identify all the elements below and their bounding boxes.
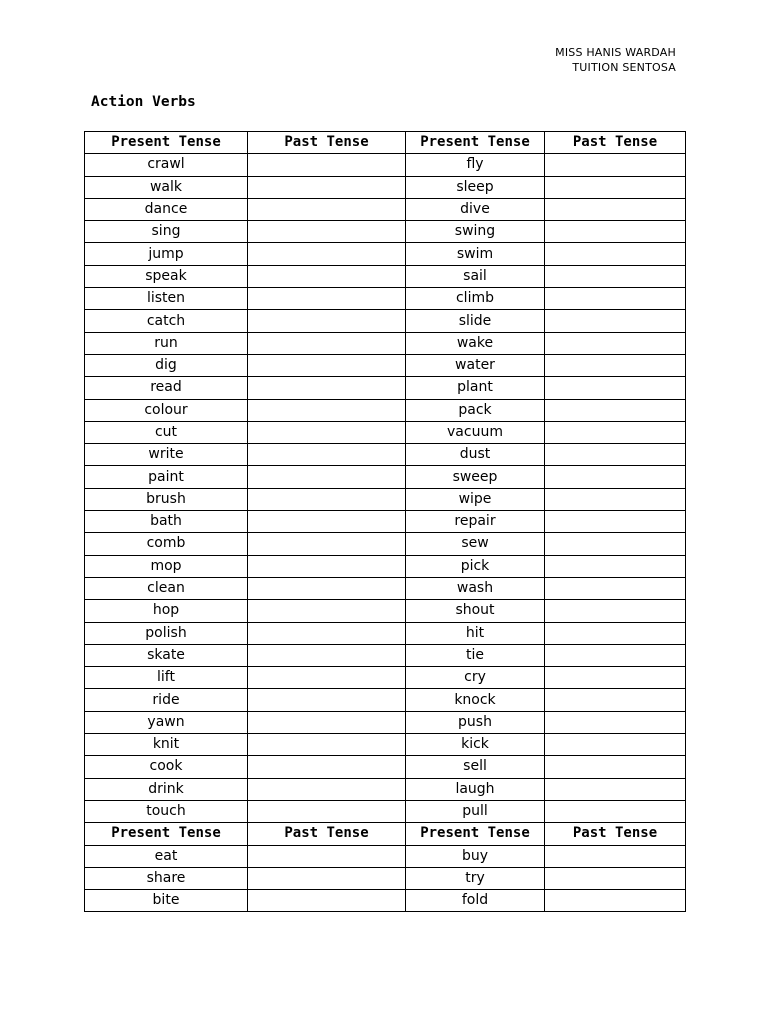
present-right-cell: dive (406, 198, 545, 220)
past-right-cell[interactable] (545, 466, 686, 488)
present-left-cell: cut (85, 421, 248, 443)
past-left-cell[interactable] (248, 198, 406, 220)
present-right-cell: wipe (406, 488, 545, 510)
past-left-cell[interactable] (248, 176, 406, 198)
past-left-cell[interactable] (248, 310, 406, 332)
past-right-cell[interactable] (545, 800, 686, 822)
table-row (85, 800, 686, 822)
present-right-cell: pick (406, 555, 545, 577)
present-left-cell: listen (85, 288, 248, 310)
past-right-cell[interactable] (545, 265, 686, 287)
past-left-cell[interactable] (248, 399, 406, 421)
present-right-cell: fold (406, 890, 545, 912)
present-right-cell: buy (406, 845, 545, 867)
past-right-cell[interactable] (545, 867, 686, 889)
past-right-cell[interactable] (545, 444, 686, 466)
table-row (85, 890, 686, 912)
table-row (85, 265, 686, 287)
past-right-cell[interactable] (545, 890, 686, 912)
past-right-cell[interactable] (545, 421, 686, 443)
present-left-cell: comb (85, 533, 248, 555)
present-right-cell: dust (406, 444, 545, 466)
table-row (85, 689, 686, 711)
present-left-cell: write (85, 444, 248, 466)
present-left-cell: paint (85, 466, 248, 488)
table-row (85, 533, 686, 555)
present-right-cell: kick (406, 734, 545, 756)
present-left-cell: mop (85, 555, 248, 577)
table-row (85, 154, 686, 176)
past-right-cell[interactable] (545, 354, 686, 376)
present-right-cell: knock (406, 689, 545, 711)
present-right-cell: cry (406, 667, 545, 689)
past-left-cell[interactable] (248, 689, 406, 711)
past-left-cell[interactable] (248, 778, 406, 800)
past-right-cell[interactable] (545, 332, 686, 354)
present-left-cell: bath (85, 511, 248, 533)
present-left-cell: walk (85, 176, 248, 198)
present-right-cell: repair (406, 511, 545, 533)
past-right-cell[interactable] (545, 221, 686, 243)
present-left-cell: speak (85, 265, 248, 287)
past-left-cell[interactable] (248, 622, 406, 644)
present-left-cell: sing (85, 221, 248, 243)
past-right-cell[interactable] (545, 622, 686, 644)
past-right-cell[interactable] (545, 511, 686, 533)
table-row (85, 644, 686, 666)
table-row (85, 221, 686, 243)
past-right-cell[interactable] (545, 644, 686, 666)
past-left-cell[interactable] (248, 711, 406, 733)
present-right-cell: sew (406, 533, 545, 555)
past-right-cell[interactable] (545, 288, 686, 310)
table-row (85, 488, 686, 510)
table-row (85, 444, 686, 466)
past-right-cell[interactable] (545, 689, 686, 711)
present-right-cell: push (406, 711, 545, 733)
present-left-cell: crawl (85, 154, 248, 176)
table-row (85, 332, 686, 354)
verbs-table (84, 131, 686, 912)
past-right-cell[interactable] (545, 667, 686, 689)
present-right-cell: shout (406, 600, 545, 622)
past-left-cell[interactable] (248, 644, 406, 666)
table-row (85, 399, 686, 421)
past-right-cell[interactable] (545, 600, 686, 622)
present-left-cell: polish (85, 622, 248, 644)
table-row (85, 466, 686, 488)
past-tense-header-right: Past Tense (545, 823, 686, 845)
present-left-cell: hop (85, 600, 248, 622)
present-left-cell: brush (85, 488, 248, 510)
past-left-cell[interactable] (248, 421, 406, 443)
table-row (85, 421, 686, 443)
past-left-cell[interactable] (248, 221, 406, 243)
past-right-cell[interactable] (545, 310, 686, 332)
past-right-cell[interactable] (545, 577, 686, 599)
past-right-cell[interactable] (545, 756, 686, 778)
present-left-cell: dance (85, 198, 248, 220)
present-left-cell: cook (85, 756, 248, 778)
past-left-cell[interactable] (248, 845, 406, 867)
present-tense-header-left: Present Tense (85, 823, 248, 845)
past-left-cell[interactable] (248, 600, 406, 622)
present-left-cell: clean (85, 577, 248, 599)
table-row (85, 845, 686, 867)
header-block (555, 45, 676, 75)
present-right-cell: sleep (406, 176, 545, 198)
past-right-cell[interactable] (545, 845, 686, 867)
past-right-cell[interactable] (545, 533, 686, 555)
present-tense-header-right: Present Tense (406, 132, 545, 154)
present-tense-header-right: Present Tense (406, 823, 545, 845)
table-row (85, 577, 686, 599)
present-left-cell: ride (85, 689, 248, 711)
past-right-cell[interactable] (545, 488, 686, 510)
present-left-cell: dig (85, 354, 248, 376)
present-left-cell: catch (85, 310, 248, 332)
table-row (85, 377, 686, 399)
present-right-cell: pull (406, 800, 545, 822)
past-left-cell[interactable] (248, 890, 406, 912)
present-left-cell: drink (85, 778, 248, 800)
past-left-cell[interactable] (248, 377, 406, 399)
present-right-cell: sail (406, 265, 545, 287)
present-right-cell: tie (406, 644, 545, 666)
table-row (85, 555, 686, 577)
present-right-cell: hit (406, 622, 545, 644)
present-right-cell: wash (406, 577, 545, 599)
present-left-cell: lift (85, 667, 248, 689)
past-left-cell[interactable] (248, 555, 406, 577)
past-right-cell[interactable] (545, 198, 686, 220)
past-right-cell[interactable] (545, 377, 686, 399)
present-right-cell: plant (406, 377, 545, 399)
present-left-cell: yawn (85, 711, 248, 733)
table-row (85, 734, 686, 756)
present-left-cell: touch (85, 800, 248, 822)
table-row (85, 756, 686, 778)
past-left-cell[interactable] (248, 756, 406, 778)
table-row (85, 243, 686, 265)
past-left-cell[interactable] (248, 154, 406, 176)
tuition-name: TUITION SENTOSA (572, 61, 676, 74)
present-right-cell: wake (406, 332, 545, 354)
past-right-cell[interactable] (545, 555, 686, 577)
past-left-cell[interactable] (248, 488, 406, 510)
present-left-cell: jump (85, 243, 248, 265)
present-left-cell: skate (85, 644, 248, 666)
table-header-row (85, 823, 686, 845)
past-right-cell[interactable] (545, 778, 686, 800)
table-row (85, 711, 686, 733)
present-left-cell: knit (85, 734, 248, 756)
present-right-cell: slide (406, 310, 545, 332)
past-left-cell[interactable] (248, 332, 406, 354)
past-right-cell[interactable] (545, 711, 686, 733)
past-left-cell[interactable] (248, 243, 406, 265)
page-title: Action Verbs (91, 94, 196, 110)
present-right-cell: sell (406, 756, 545, 778)
teacher-name: MISS HANIS WARDAH (555, 46, 676, 59)
present-left-cell: eat (85, 845, 248, 867)
past-left-cell[interactable] (248, 511, 406, 533)
past-left-cell[interactable] (248, 354, 406, 376)
past-left-cell[interactable] (248, 265, 406, 287)
past-right-cell[interactable] (545, 176, 686, 198)
present-right-cell: fly (406, 154, 545, 176)
table-row (85, 600, 686, 622)
present-left-cell: share (85, 867, 248, 889)
present-right-cell: try (406, 867, 545, 889)
present-right-cell: laugh (406, 778, 545, 800)
table-row (85, 511, 686, 533)
table-row (85, 176, 686, 198)
present-left-cell: run (85, 332, 248, 354)
present-tense-header-left: Present Tense (85, 132, 248, 154)
past-right-cell[interactable] (545, 399, 686, 421)
present-left-cell: bite (85, 890, 248, 912)
past-left-cell[interactable] (248, 577, 406, 599)
present-right-cell: water (406, 354, 545, 376)
past-tense-header-left: Past Tense (248, 823, 406, 845)
table-header-row (85, 132, 686, 154)
present-right-cell: pack (406, 399, 545, 421)
past-left-cell[interactable] (248, 533, 406, 555)
past-tense-header-left: Past Tense (248, 132, 406, 154)
past-left-cell[interactable] (248, 466, 406, 488)
table-row (85, 667, 686, 689)
past-right-cell[interactable] (545, 734, 686, 756)
past-left-cell[interactable] (248, 734, 406, 756)
past-tense-header-right: Past Tense (545, 132, 686, 154)
past-right-cell[interactable] (545, 154, 686, 176)
present-right-cell: sweep (406, 466, 545, 488)
table-row (85, 198, 686, 220)
present-right-cell: swing (406, 221, 545, 243)
past-left-cell[interactable] (248, 444, 406, 466)
table-row (85, 310, 686, 332)
present-left-cell: colour (85, 399, 248, 421)
past-left-cell[interactable] (248, 667, 406, 689)
present-right-cell: climb (406, 288, 545, 310)
verbs-table-body (85, 132, 686, 912)
table-row (85, 778, 686, 800)
table-row (85, 354, 686, 376)
present-right-cell: swim (406, 243, 545, 265)
present-right-cell: vacuum (406, 421, 545, 443)
table-row (85, 867, 686, 889)
table-row (85, 622, 686, 644)
present-left-cell: read (85, 377, 248, 399)
past-left-cell[interactable] (248, 288, 406, 310)
table-row (85, 288, 686, 310)
past-right-cell[interactable] (545, 243, 686, 265)
past-left-cell[interactable] (248, 800, 406, 822)
past-left-cell[interactable] (248, 867, 406, 889)
